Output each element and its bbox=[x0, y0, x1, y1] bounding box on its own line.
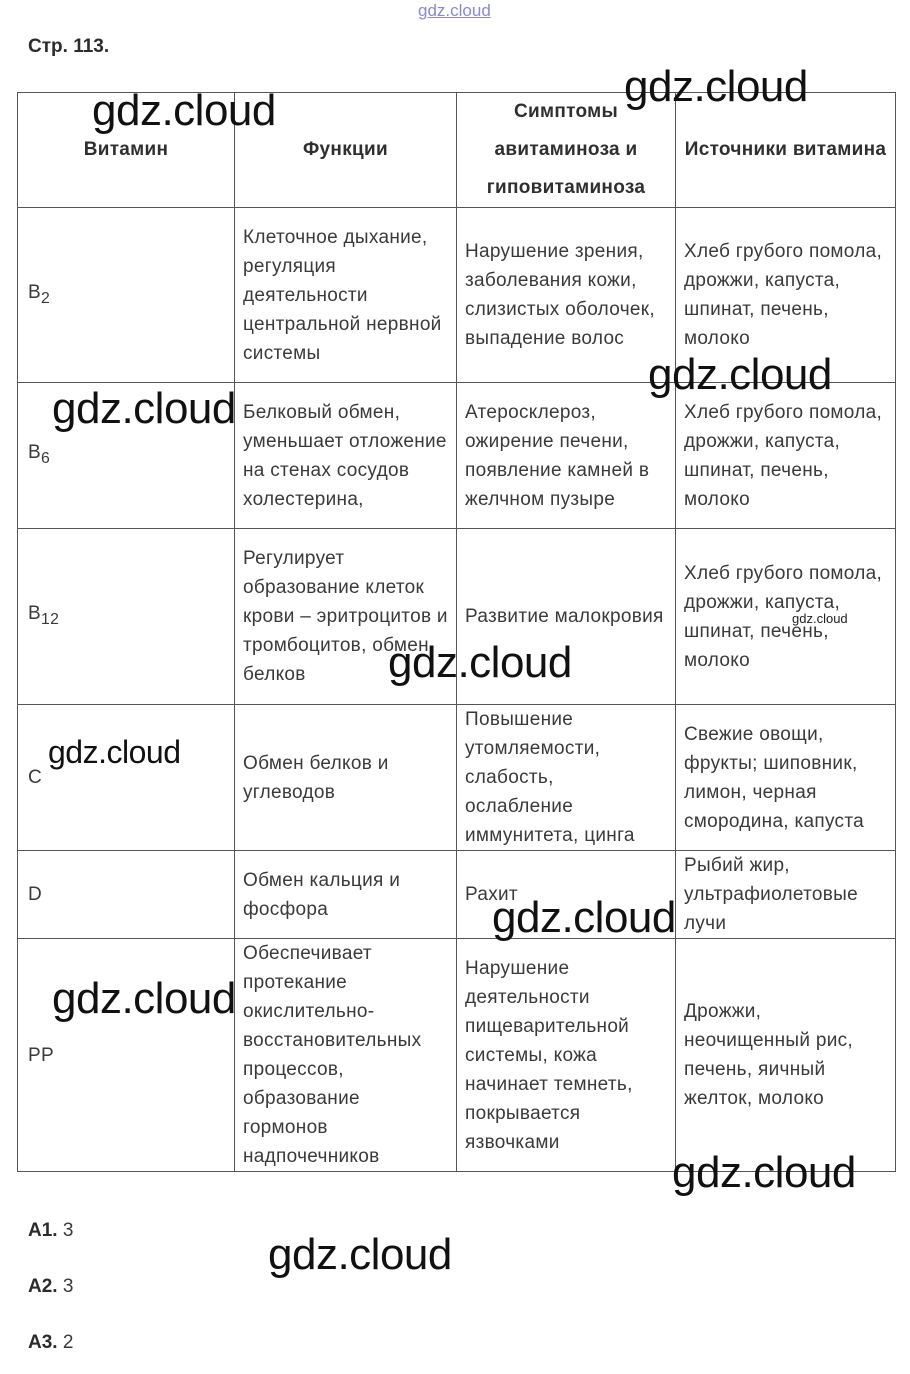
vitamin-cell: $B_2$ bbox=[18, 208, 235, 383]
column-header-functions: Функции bbox=[235, 93, 457, 208]
watermark: gdz.cloud bbox=[672, 1148, 856, 1197]
vitamin-cell: D bbox=[18, 851, 235, 939]
functions-cell: Обеспечивает протекание окислительно-восстановительных процессов, образование гормонов надпочечников bbox=[235, 939, 457, 1172]
watermark: gdz.cloud bbox=[92, 86, 276, 135]
symptoms-cell: Нарушение зрения, заболевания кожи, слизистых оболочек, выпадение волос bbox=[457, 208, 676, 383]
vitamin-cell: $B_{12}$ bbox=[18, 529, 235, 705]
symptoms-cell: Повышение утомляемости, слабость, ослабление иммунитета, цинга bbox=[457, 705, 676, 851]
functions-cell: Регулирует образование клеток крови – эритроцитов и тромбоцитов, обмен белков bbox=[235, 529, 457, 705]
sources-cell: Рыбий жир, ультрафиолетовые лучи bbox=[676, 851, 896, 939]
functions-cell: Клеточное дыхание, регуляция деятельности центральной нервной системы bbox=[235, 208, 457, 383]
watermark: gdz.cloud bbox=[268, 1230, 452, 1279]
symptoms-cell: Развитие малокровия bbox=[457, 529, 676, 705]
watermark: gdz.cloud bbox=[492, 893, 676, 942]
sources-cell: Хлеб грубого помола, дрожжи, капуста, шпинат, печень, молоко bbox=[676, 383, 896, 529]
page-title: Стр. 113. bbox=[28, 36, 110, 57]
watermark: gdz.cloud bbox=[624, 62, 808, 111]
watermark: gdz.cloud bbox=[52, 384, 236, 433]
symptoms-cell: Нарушение деятельности пищеварительной системы, кожа начинает темнеть, покрывается язвочками bbox=[457, 939, 676, 1172]
vitamin-cell: $B_6$ bbox=[18, 383, 235, 529]
table-row bbox=[18, 851, 896, 939]
table-row bbox=[18, 705, 896, 851]
sources-cell: Хлеб грубого помола, дрожжи, капуста, шпинат, печень, молоко bbox=[676, 529, 896, 705]
watermark: gdz.cloud bbox=[52, 974, 236, 1023]
answer-item: А1. 3 bbox=[28, 1220, 74, 1241]
symptoms-cell: Атеросклероз, ожирение печени, появление камней в желчном пузыре bbox=[457, 383, 676, 529]
column-header-vitamin: Витамин bbox=[18, 93, 235, 208]
symptoms-cell: Рахит bbox=[457, 851, 676, 939]
functions-cell: Обмен кальция и фосфора bbox=[235, 851, 457, 939]
column-header-symptoms: Симптомы авитаминоза и гиповитаминоза bbox=[457, 93, 676, 208]
column-header-sources: Источники витамина bbox=[676, 93, 896, 208]
vitamin-cell: C bbox=[18, 705, 235, 851]
sources-cell: Хлеб грубого помола, дрожжи, капуста, шпинат, печень, молоко bbox=[676, 208, 896, 383]
site-link[interactable]: gdz.cloud bbox=[418, 1, 491, 20]
functions-cell: Обмен белков и углеводов bbox=[235, 705, 457, 851]
answer-item: А3. 2 bbox=[28, 1332, 74, 1353]
watermark: gdz.cloud bbox=[388, 638, 572, 687]
vitamin-cell: PP bbox=[18, 939, 235, 1172]
watermark: gdz.cloud bbox=[792, 611, 848, 626]
sources-cell: Дрожжи, неочищенный рис, печень, яичный желток, молоко bbox=[676, 939, 896, 1172]
watermark: gdz.cloud bbox=[648, 350, 832, 399]
watermark: gdz.cloud bbox=[48, 734, 181, 770]
sources-cell: Свежие овощи, фрукты; шиповник, лимон, черная смородина, капуста bbox=[676, 705, 896, 851]
functions-cell: Белковый обмен, уменьшает отложение на стенах сосудов холестерина, bbox=[235, 383, 457, 529]
answer-item: А2. 3 bbox=[28, 1276, 74, 1297]
